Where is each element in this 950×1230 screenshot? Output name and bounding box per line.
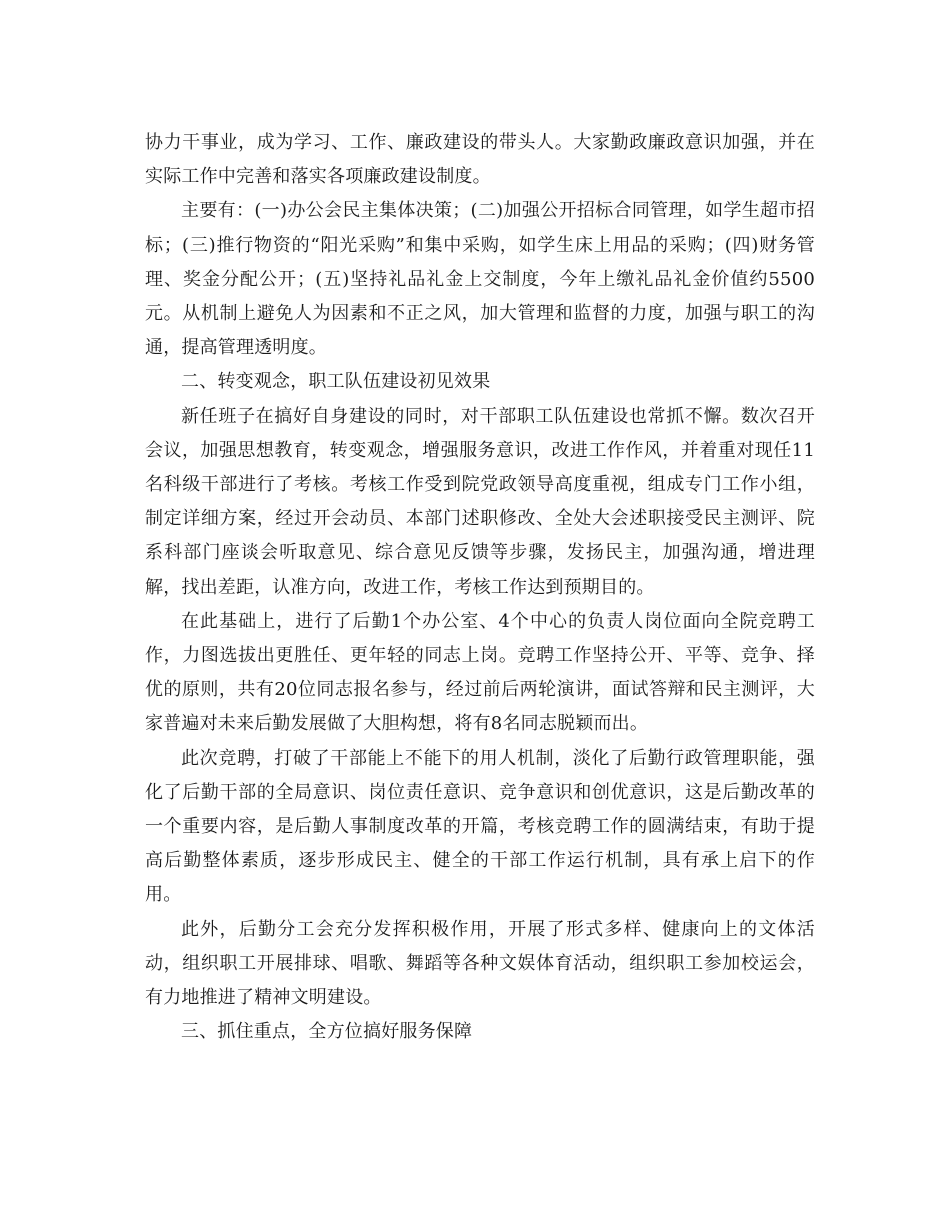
paragraph-union-activities: 此外，后勤分工会充分发挥积极作用，开展了形式多样、健康向上的文体活动，组织职工开展排球、唱歌、舞蹈等各种文娱体育活动，组织职工参加校运会，有力地推进了精神文明建设。 (145, 918, 815, 1009)
section-heading-two: 二、转变观念，职工队伍建设初见效果 (181, 371, 491, 393)
paragraph-continuation: 协力干事业，成为学习、工作、廉政建设的带头人。大家勤政廉政意识加强，并在实际工作中完善和落实各项廉政建设制度。 (145, 132, 815, 188)
paragraph-team-building: 新任班子在搞好自身建设的同时，对干部职工队伍建设也常抓不懈。数次召开会议，加强思想教育，转变观念，增强服务意识，改进工作作风，并着重对现任11名科级干部进行了考核。考核工作受到院党政领导高度重视，组成专门工作小组，制定详细方案，经过开会动员、本部门述职修改、全处大会述职接受民主测评、院系科部门座谈会听取意见、综合意见反馈等步骤，发扬民主，加强沟通，增进理解，找出差距，认准方向，改进工作，考核工作达到预期目的。 (145, 405, 815, 598)
paragraph-competitive-hiring: 在此基础上，进行了后勤1个办公室、4个中心的负责人岗位面向全院竞聘工作，力图选拔出更胜任、更年轻的同志上岗。竞聘工作坚持公开、平等、竞争、择优的原则，共有20位同志报名参与，经过前后两轮演讲，面试答辩和民主测评，大家普遍对未来后勤发展做了大胆构想，将有8名同志脱颖而出。 (145, 610, 815, 735)
document-body (145, 126, 815, 1049)
section-heading-three: 三、抓住重点，全方位搞好服务保障 (181, 1021, 473, 1043)
paragraph-hiring-impact: 此次竞聘，打破了干部能上不能下的用人机制，淡化了后勤行政管理职能，强化了后勤干部的全局意识、岗位责任意识、竞争意识和创优意识，这是后勤改革的一个重要内容，是后勤人事制度改革的开篇，考核竞聘工作的圆满结束，有助于提高后勤整体素质，逐步形成民主、健全的干部工作运行机制，具有承上启下的作用。 (145, 747, 815, 906)
paragraph-main-measures: 主要有：(一)办公会民主集体决策；(二)加强公开招标合同管理，如学生超市招标；(三)推行物资的“阳光采购”和集中采购，如学生床上用品的采购；(四)财务管理、奖金分配公开；(五)坚持礼品礼金上交制度，今年上缴礼品礼金价值约5500元。从机制上避免人为因素和不正之风，加大管理和监督的力度，加强与职工的沟通，提高管理透明度。 (145, 200, 815, 359)
